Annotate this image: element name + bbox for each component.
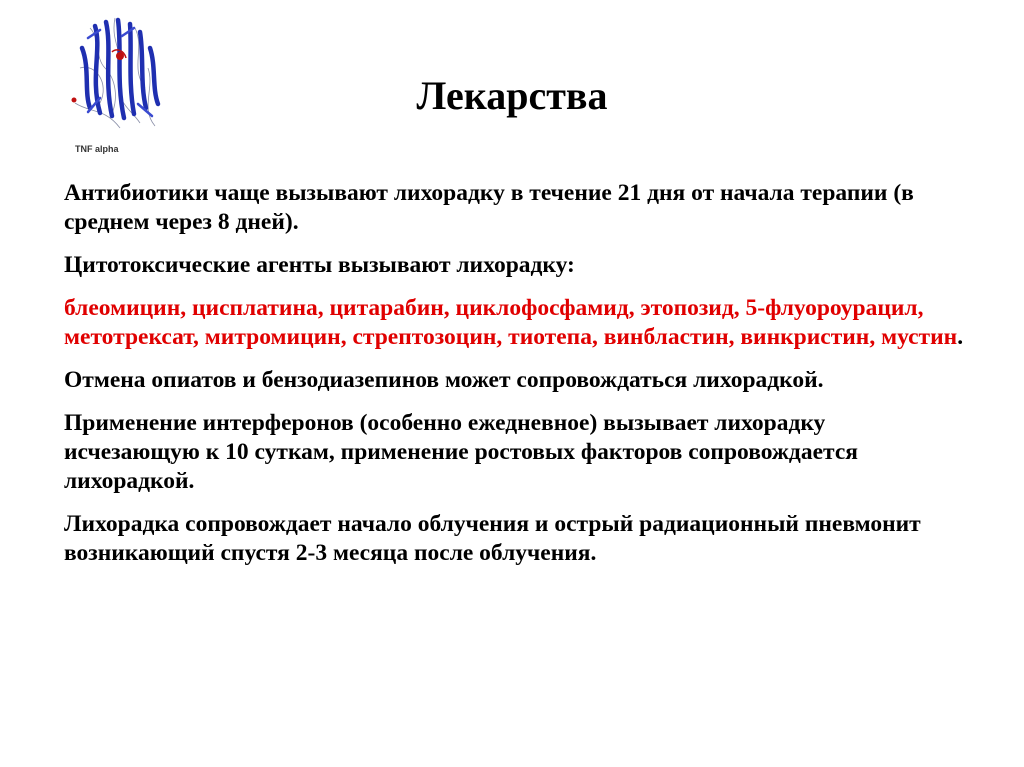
paragraph-cytotoxic-intro: Цитотоксические агенты вызывают лихорадку: (64, 252, 575, 278)
slide-body (64, 179, 964, 582)
logo-caption: TNF alpha (75, 144, 119, 154)
paragraph-radiation: Лихорадка сопровождает начало облучения и острый радиационный пневмонит возникающий спустя 2-3 месяца после облучения. (64, 511, 921, 566)
paragraph-antibiotics: Антибиотики чаще вызывают лихорадку в течение 21 дня от начала терапии (в среднем через 8 дней). (64, 180, 914, 235)
paragraph-cytotoxic-drugs (64, 294, 964, 352)
paragraph-interferons: Применение интерферонов (особенно ежедневное) вызывает лихорадку исчезающую к 10 суткам, применение ростовых факторов сопровождается лихорадкой. (64, 410, 858, 494)
paragraph-opiates: Отмена опиатов и бензодиазепинов может сопровождаться лихорадкой. (64, 367, 824, 393)
cytotoxic-drug-list: блеомицин, цисплатина, цитарабин, циклофосфамид, этопозид, 5-флуороурацил, метотрексат, митромицин, стрептозоцин, тиотепа, винбластин, винкристин, мустин (64, 295, 958, 350)
list-terminator: . (957, 324, 964, 350)
slide-title: Лекарства (416, 73, 608, 118)
